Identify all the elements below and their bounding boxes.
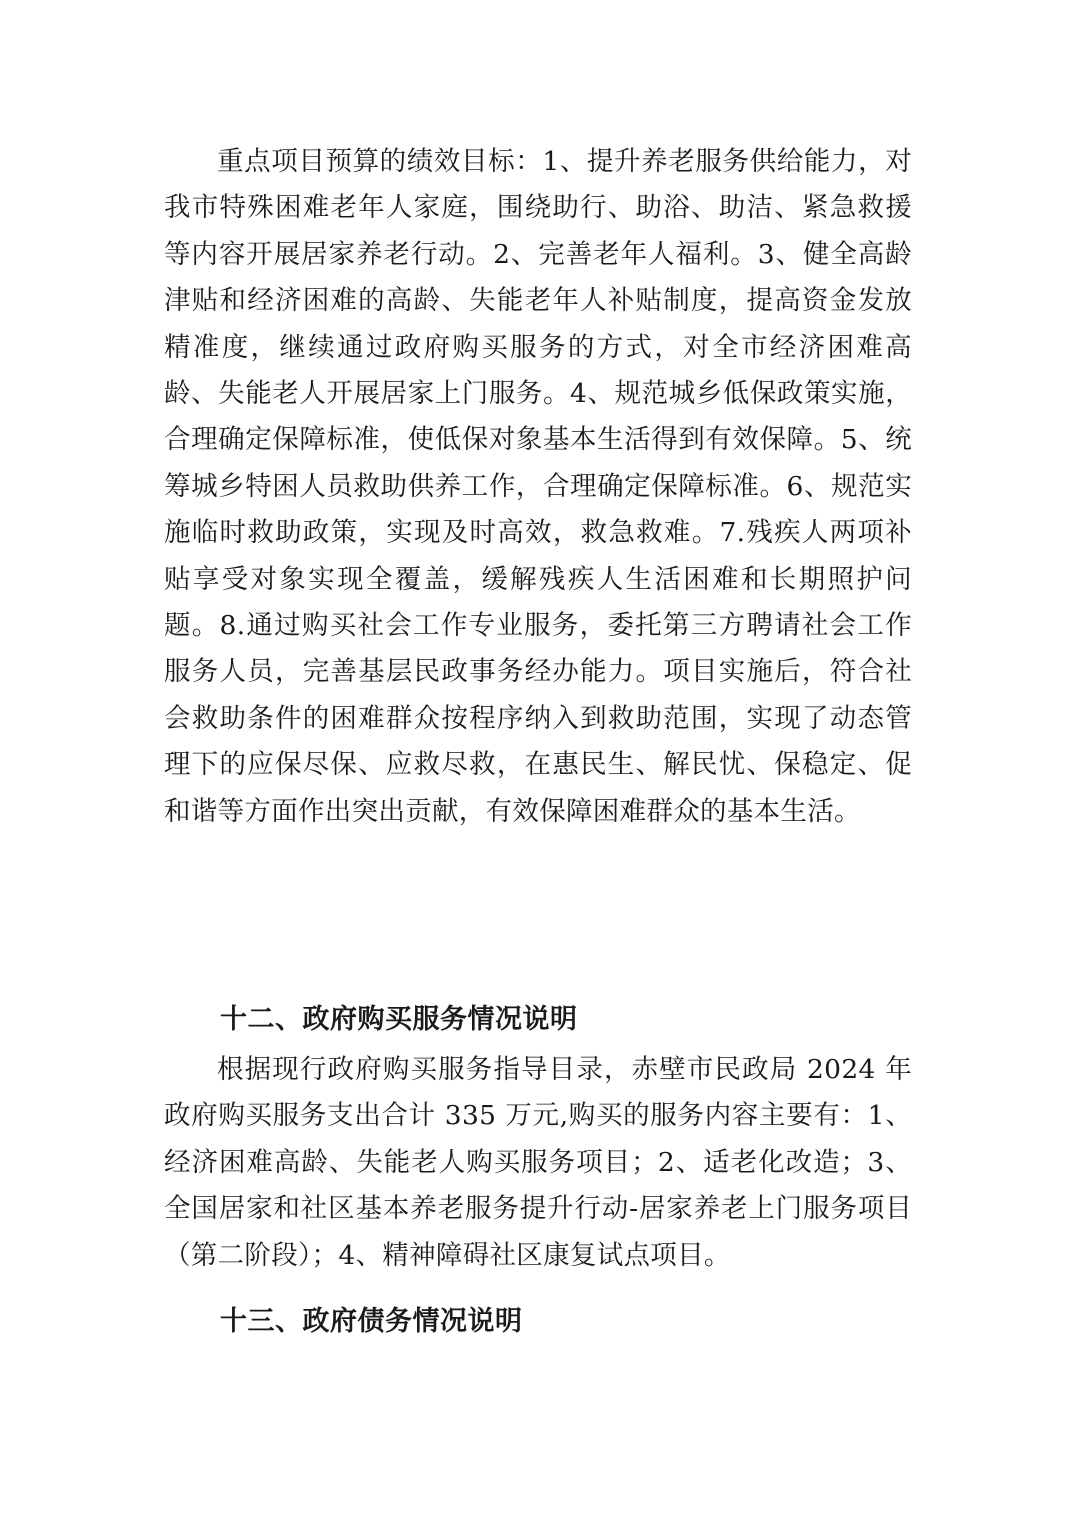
section-heading-government-purchase-services: 十二、政府购买服务情况说明 <box>220 1004 578 1035</box>
performance-goals-paragraph: 重点项目预算的绩效目标：1、提升养老服务供给能力，对我市特殊困难老年人家庭，围绕助行、助浴、助洁、紧急救援等内容开展居家养老行动。2、完善老年人福利。3、健全高龄津贴和经济困难的高龄、失能老年人补贴制度，提高资金发放精准度，继续通过政府购买服务的方式，对全市经济困难高龄、失能老人开展居家上门服务。4、规范城乡低保政策实施，合理确定保障标准，使低保对象基本生活得到有效保障。5、统筹城乡特困人员救助供养工作，合理确定保障标准。6、规范实施临时救助政策，实现及时高效，救急救难。7.残疾人两项补贴享受对象实现全覆盖，缓解残疾人生活困难和长期照护问题。8.通过购买社会工作专业服务，委托第三方聘请社会工作服务人员，完善基层民政事务经办能力。项目实施后，符合社会救助条件的困难群众按程序纳入到救助范围，实现了动态管理下的应保尽保、应救尽救，在惠民生、解民忧、保稳定、促和谐等方面作出突出贡献，有效保障困难群众的基本生活。 <box>164 146 912 827</box>
section-heading-government-debt: 十三、政府债务情况说明 <box>220 1306 523 1337</box>
government-purchase-services-paragraph: 根据现行政府购买服务指导目录，赤壁市民政局 2024 年政府购买服务支出合计 335 万元,购买的服务内容主要有：1、经济困难高龄、失能老人购买服务项目；2、适老化改造；3、全国居家和社区基本养老服务提升行动-居家养老上门服务项目（第二阶段）；4、精神障碍社区康复试点项目。 <box>164 1054 912 1271</box>
